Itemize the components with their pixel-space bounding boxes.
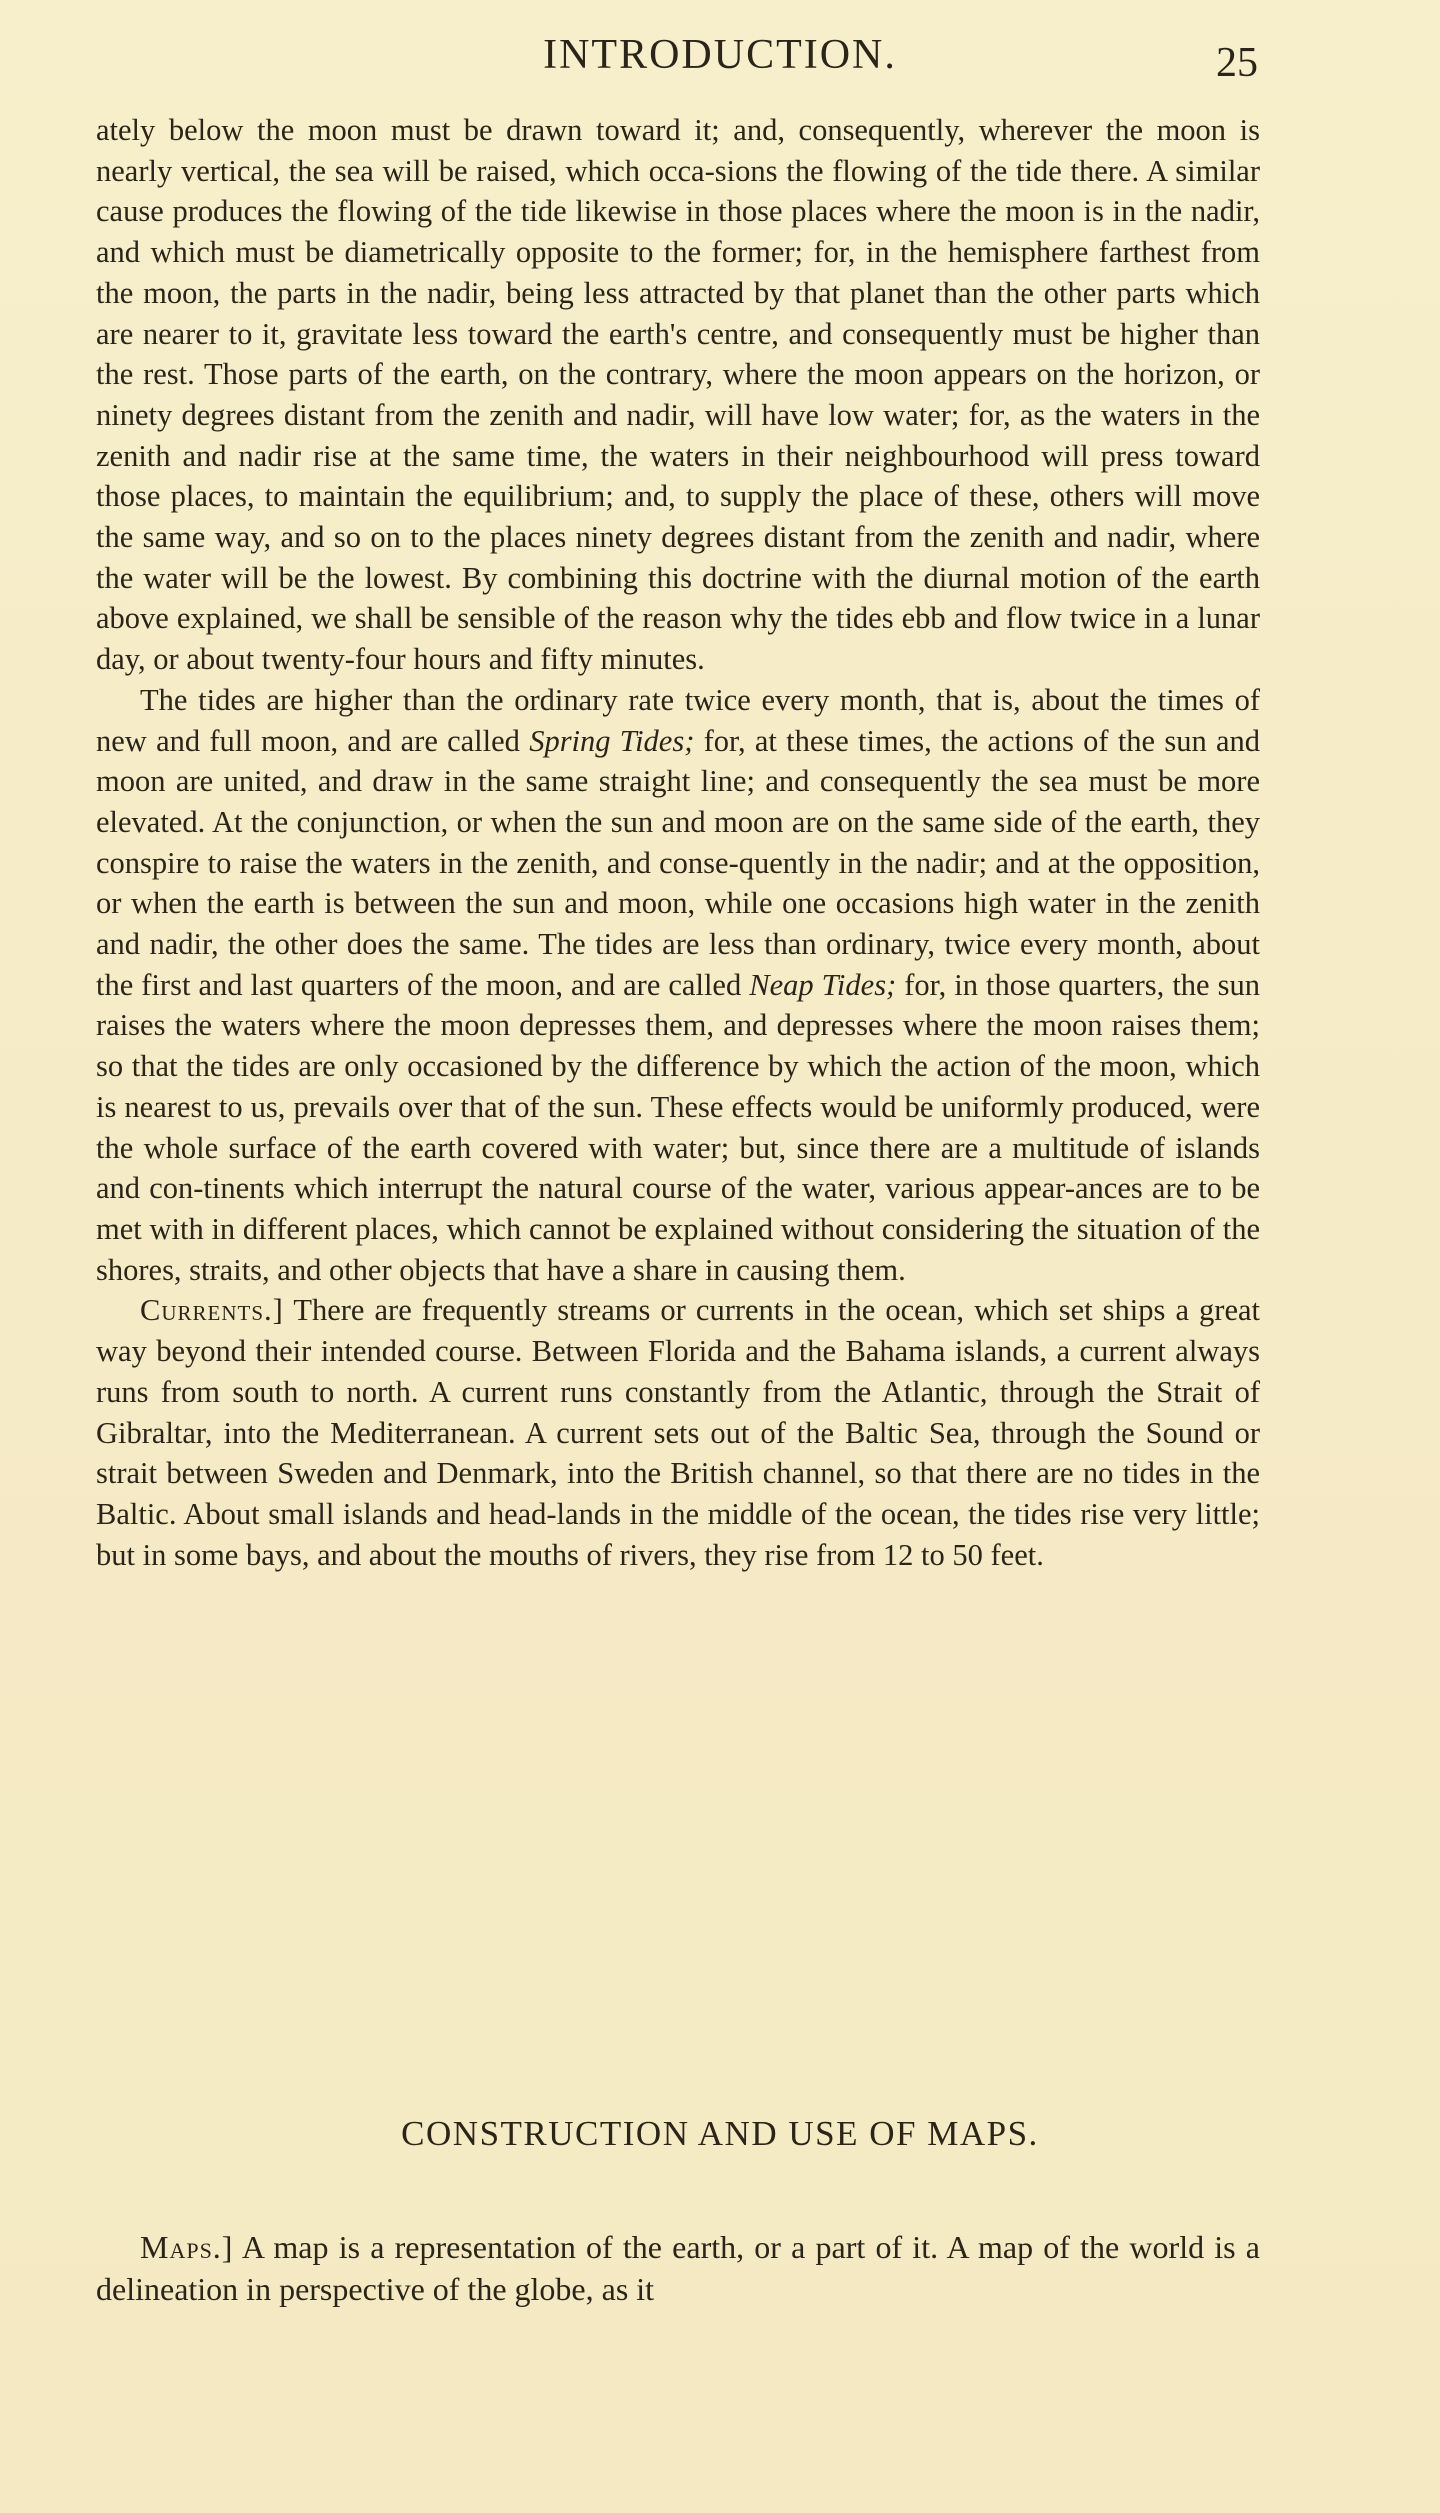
currents-paragraph (96, 1290, 1260, 1575)
tides-paragraph-1-text: ately below the moon must be drawn toward it; and, consequently, wherever the moon is nearly vertical, the sea will be raised, which occa-sions the flowing of the tide there. A similar cause produces the flowing of the tide likewise in those places where the moon is in the nadir, and which must be diametrically opposite to the former; for, in the hemisphere farthest from the moon, the parts in the nadir, being less attracted by that planet than the other parts which are nearer to it, gravitate less toward the earth's centre, and consequently must be higher than the rest. Those parts of the earth, on the contrary, where the moon appears on the horizon, or ninety degrees distant from the zenith and nadir, will have low water; for, as the waters in the zenith and nadir rise at the same time, the waters in their neighbourhood will press toward those places, to maintain the equilibrium; and, to supply the place of these, others will move the same way, and so on to the places ninety degrees distant from the zenith and nadir, where the water will be the lowest. By combining this doctrine with the diurnal motion of the earth above explained, we shall be sensible of the reason why the tides ebb and flow twice in a lunar day, or about twenty-four hours and fifty minutes. (96, 113, 1260, 677)
running-title: INTRODUCTION. (543, 32, 897, 78)
maps-paragraph (96, 2226, 1260, 2310)
page-number: 25 (1216, 40, 1258, 86)
tides-paragraph-2 (96, 680, 1260, 1291)
spring-tides-term: Spring Tides; (529, 723, 695, 758)
tides-paragraph-2-part-c: for, in those quarters, the sun raises the waters where the moon depresses them, and depresses where the moon raises them; so that the tides are only occasioned by the difference by which the action of the moon, which is nearest to us, prevails over that of the sun. These effects would be uniformly produced, were the whole surface of the earth covered with water; but, since there are a multitude of islands and con-tinents which interrupt the natural course of the water, various appear-ances are to be met with in different places, which cannot be explained without considering the situation of the shores, straits, and other objects that have a share in causing them. (96, 967, 1260, 1287)
maps-text: A map is a representation of the earth, or a part of it. A map of the world is a delineation in perspective of the globe, as it (96, 2229, 1260, 2307)
tides-paragraph-2-part-a: The tides are higher than the ordinary rate twice every month, that is, about the times of new and full moon, and are called (96, 682, 1260, 758)
tides-paragraph-1 (96, 110, 1260, 680)
currents-label: Currents.] (140, 1293, 284, 1328)
maps-section (96, 2226, 1260, 2310)
neap-tides-term: Neap Tides; (749, 967, 897, 1002)
tides-paragraph-2-part-b: for, at these times, the actions of the sun and moon are united, and draw in the same straight line; and consequently the sea must be more elevated. At the conjunction, or when the sun and moon are on the same side of the earth, they conspire to raise the waters in the zenith, and conse-quently in the nadir; and at the opposition, or when the earth is between the sun and moon, while one occasions high water in the zenith and nadir, the other does the same. The tides are less than ordinary, twice every month, about the first and last quarters of the moon, and are called (96, 723, 1260, 1002)
maps-label: Maps.] (140, 2229, 234, 2265)
section-heading: CONSTRUCTION AND USE OF MAPS. (401, 2114, 1039, 2153)
running-head (0, 30, 1440, 86)
currents-text: There are frequently streams or currents in the ocean, which set ships a great way beyond their intended course. Between Florida and the Bahama islands, a current always runs from south to north. A current runs constantly from the Atlantic, through the Strait of Gibraltar, into the Mediterranean. A current sets out of the Baltic Sea, through the Sound or strait between Sweden and Denmark, into the British channel, so that there are no tides in the Baltic. About small islands and head-lands in the middle of the ocean, the tides rise very little; but in some bays, and about the mouths of rivers, they rise from 12 to 50 feet. (96, 1293, 1260, 1572)
body-text (96, 110, 1260, 1575)
